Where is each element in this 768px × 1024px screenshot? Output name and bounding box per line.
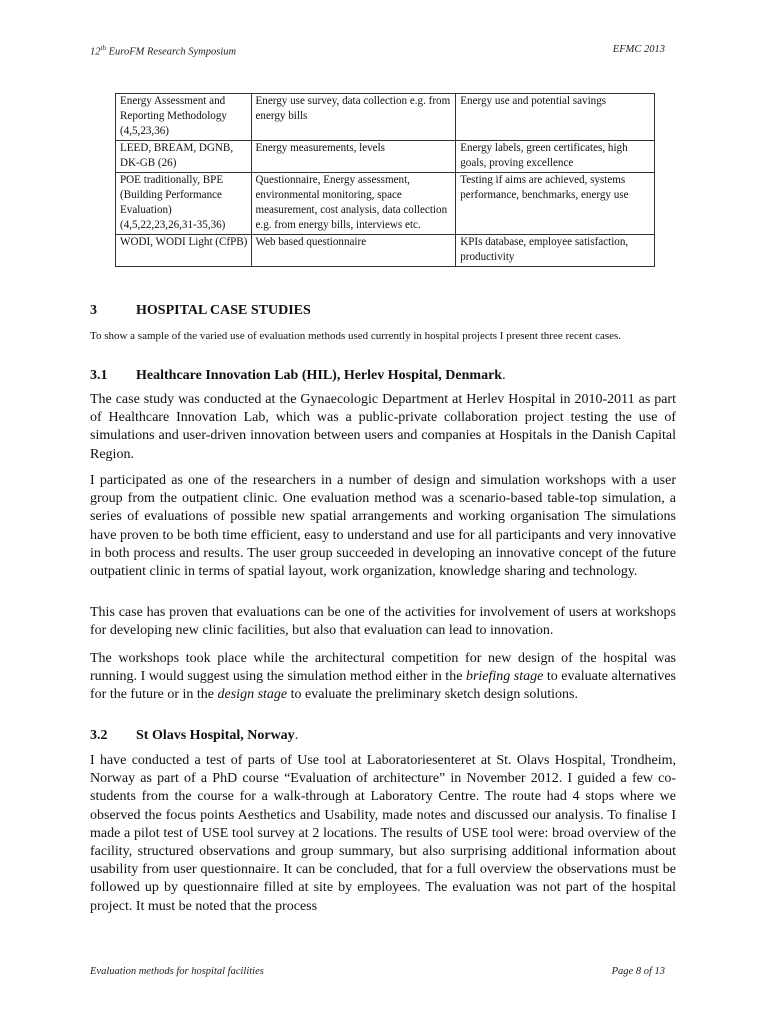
section-3-intro: To show a sample of the varied use of evaluation methods used currently in hospital projects I present three recent cases. (90, 330, 622, 342)
table-cell: Testing if aims are achieved, systems performance, benchmarks, energy use (456, 173, 655, 235)
header-ordinal-suffix: th (100, 44, 106, 52)
table-cell: KPIs database, employee satisfaction, productivity (456, 235, 655, 267)
section-title-end: . (502, 368, 506, 383)
section-title: Healthcare Innovation Lab (HIL), Herlev Hospital, Denmark (136, 368, 503, 383)
text-run: to evaluate the preliminary sketch design solutions. (287, 687, 578, 703)
section-number: 3.2 (90, 728, 108, 743)
methods-table (115, 93, 655, 267)
emphasis: briefing stage (465, 669, 544, 685)
table-row (116, 235, 655, 267)
header-right: EFMC 2013 (612, 44, 665, 55)
section-title-end: . (294, 728, 299, 743)
table-row (116, 141, 655, 173)
paragraph: I have conducted a test of parts of Use tool at Laboratoriesenteret at St. Olavs Hospital, Trondheim, Norway as part of a PhD course “Evaluation of architecture” in November 2012. I guided a few co-students from the course for a walk-through at Laboratory Centre. The route had 4 stops where we observed the focus points Aesthetics and Usability, made notes and discussed our analysis. To finalise I made a pilot test of USE tool survey at 2 locations. The results of USE tool were: broad overview of the facility, structured observations and group summary, but also surprising additional information about usability from user questionnaire. It can be concluded, that for a full overview the observations must be followed up by questionnaire filled at site by employees. The evaluation was not part of the hospital project. It must be noted that the process (90, 753, 676, 914)
table-cell: Questionnaire, Energy assessment, environmental monitoring, space measurement, cost analysis, data collection e.g. from energy bills, interviews etc. (251, 173, 456, 235)
section-title: St Olavs Hospital, Norway (136, 728, 295, 743)
table-cell: Energy measurements, levels (251, 141, 456, 173)
table-cell: Energy Assessment and Reporting Methodology (4,5,23,36) (116, 94, 252, 141)
paragraph: I participated as one of the researchers in a number of design and simulation workshops with a user group from the outpatient clinic. One evaluation method was a scenario-based table-top simulation, a series of evaluations of possible new spatial arrangements and working organisation The simulations have proven to be both time efficient, easy to understand and use for all participants and very innovative in both process and results. The user group succeeded in developing an innovative concept of the future outpatient clinic in terms of spatial layout, work organization, knowledge sharing and technology. (90, 473, 676, 580)
section-3-2-heading (90, 728, 298, 744)
table-cell: LEED, BREAM, DGNB, DK-GB (26) (116, 141, 252, 173)
table-cell: Energy use survey, data collection e.g. from energy bills (251, 94, 456, 141)
page-number: Page 8 of 13 (611, 966, 665, 977)
footer-left: Evaluation methods for hospital facilities (90, 966, 264, 977)
paragraph: The case study was conducted at the Gynaecologic Department at Herlev Hospital in 2010-2011 as part of Healthcare Innovation Lab, which was a public-private collaboration project testing the use of simulations and user-driven innovation between users and companies at Hospitals in the Danish Capital Region. (90, 392, 676, 462)
text-run: to evaluate alternatives for the future or in the (90, 669, 676, 703)
section-number: 3.1 (90, 368, 108, 383)
table-row (116, 94, 655, 141)
header-symposium-name: EuroFM Research Symposium (105, 46, 237, 58)
emphasis: design stage (217, 687, 288, 703)
text-run: The workshops took place while the architectural competition for new design of the hospital was running. I would suggest using the simulation method either in the (90, 651, 676, 685)
header-ordinal: 12 (90, 46, 101, 58)
section-number: 3 (90, 303, 97, 318)
section-3-heading (90, 303, 311, 319)
table-cell: Energy use and potential savings (456, 94, 655, 141)
section-3-1-heading (90, 368, 506, 384)
paragraph (90, 650, 676, 705)
table-cell: Energy labels, green certificates, high goals, proving excellence (456, 141, 655, 173)
paragraph: This case has proven that evaluations can be one of the activities for involvement of users at workshops for developing new clinic facilities, but also that evaluation can lead to innovation. (90, 605, 676, 639)
table-cell: WODI, WODI Light (CfPB) (116, 235, 252, 267)
section-title: HOSPITAL CASE STUDIES (136, 303, 311, 318)
table-cell: POE traditionally, BPE (Building Performance Evaluation) (4,5,22,23,26,31-35,36) (116, 173, 252, 235)
header-left (90, 44, 236, 58)
table-row (116, 173, 655, 235)
table-cell: Web based questionnaire (251, 235, 456, 267)
